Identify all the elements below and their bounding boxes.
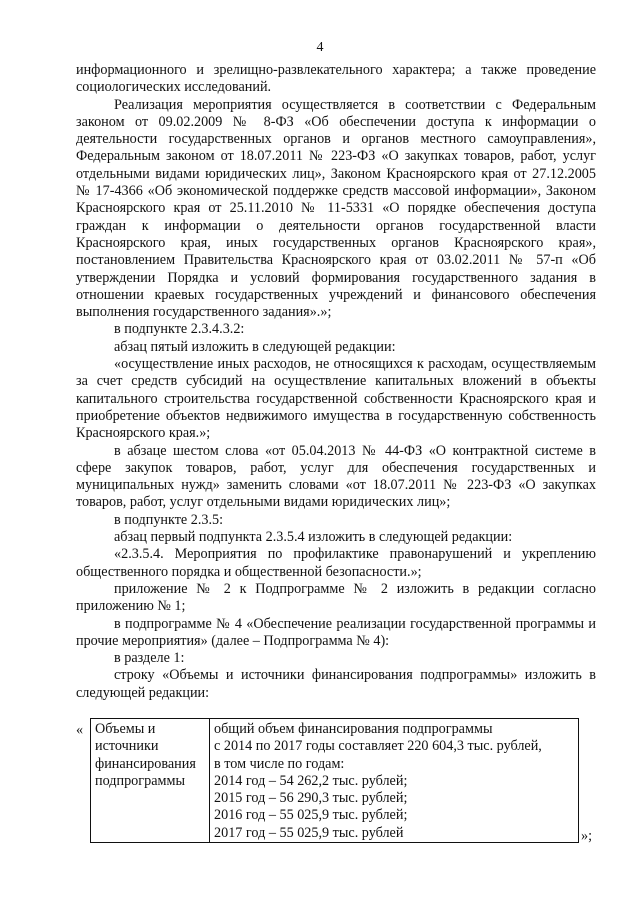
paragraph: Реализация мероприятия осуществляется в соответствии с Федеральным законом от 09.02.2009 № 8-ФЗ «Об обеспечении доступа к информации о деятельности государственных органов и органов местного самоуправления», Федеральным законом от 18.07.2011 № 223-ФЗ «О закупках товаров, работ, услуг отдельными видами юридических лиц», Законом Красноярского края от 27.12.2005 № 17-4366 «Об экономической поддержке средств массовой информации», Законом Красноярского края от 25.11.2010 № 11-5331 «О порядке обеспечения доступа граждан к информации о деятельности органов государственной власти Красноярского края, иных государственных органов Красноярского края», постановлением Правительства Красноярского края от 03.02.2011 № 57-п «Об утверждении Порядка и условий формирования государственного задания в отношении краевых государственных учреждений и финансового обеспечения выполнения государственного задания».»; [76, 96, 596, 321]
value-line: в том числе по годам: [214, 755, 345, 772]
label-line: Объемы и [95, 721, 156, 737]
value-line: общий объем финансирования подпрограммы [214, 721, 493, 737]
label-line: источники [95, 738, 159, 755]
paragraph: в подпрограмме № 4 «Обеспечение реализации государственной программы и прочие мероприятия» (далее – Подпрограмма № 4): [76, 615, 596, 649]
label-line: подпрограммы [95, 772, 185, 789]
label-line: финансирования [95, 755, 196, 772]
value-line: 2016 год – 55 025,9 тыс. рублей; [214, 807, 408, 824]
value-line: 2014 год – 54 262,2 тыс. рублей; [214, 772, 408, 789]
paragraph: «осуществление иных расходов, не относящихся к расходам, осуществляемым за счет средств субсидий на осуществление капитальных вложений в объекты капитального строительства государственной собственности Красноярского края и приобретение объектов недвижимого имущества в государственную собственность Красноярского края.»; [76, 356, 596, 442]
document-body [76, 62, 596, 702]
financing-table [90, 718, 579, 843]
table-cell-value [210, 719, 579, 843]
close-quote: »; [581, 828, 593, 844]
paragraph: в подпункте 2.3.5: [114, 511, 224, 528]
value-line: 2017 год – 55 025,9 тыс. рублей [214, 824, 404, 841]
value-line: 2015 год – 56 290,3 тыс. рублей; [214, 790, 408, 807]
paragraph: абзац пятый изложить в следующей редакции: [114, 338, 396, 355]
table-cell-label [91, 719, 210, 843]
open-quote: « [76, 722, 84, 738]
paragraph: «2.3.5.4. Мероприятия по профилактике правонарушений и укреплению общественного порядка и общественной безопасности.»; [76, 546, 596, 580]
paragraph: абзац первый подпункта 2.3.5.4 изложить в следующей редакции: [114, 529, 513, 546]
value-line: с 2014 по 2017 годы составляет 220 604,3 тыс. рублей, [214, 738, 542, 755]
table-row [91, 719, 579, 843]
paragraph: в подпункте 2.3.4.3.2: [114, 321, 245, 338]
paragraph: приложение № 2 к Подпрограмме № 2 изложить в редакции согласно приложению № 1; [76, 580, 596, 615]
page-number: 4 [316, 40, 324, 55]
paragraph: в разделе 1: [114, 650, 185, 667]
paragraph: информационного и зрелищно-развлекательного характера; а также проведение социологических исследований. [76, 62, 596, 96]
paragraph: в абзаце шестом слова «от 05.04.2013 № 44-ФЗ «О контрактной системе в сфере закупок товаров, работ, услуг для обеспечения государственных и муниципальных нужд» заменить словами «от 18.07.2011 № 223-ФЗ «О закупках товаров, работ, услуг отдельными видами юридических лиц»; [76, 442, 596, 511]
paragraph: строку «Объемы и источники финансирования подпрограммы» изложить в следующей редакции: [76, 667, 596, 701]
